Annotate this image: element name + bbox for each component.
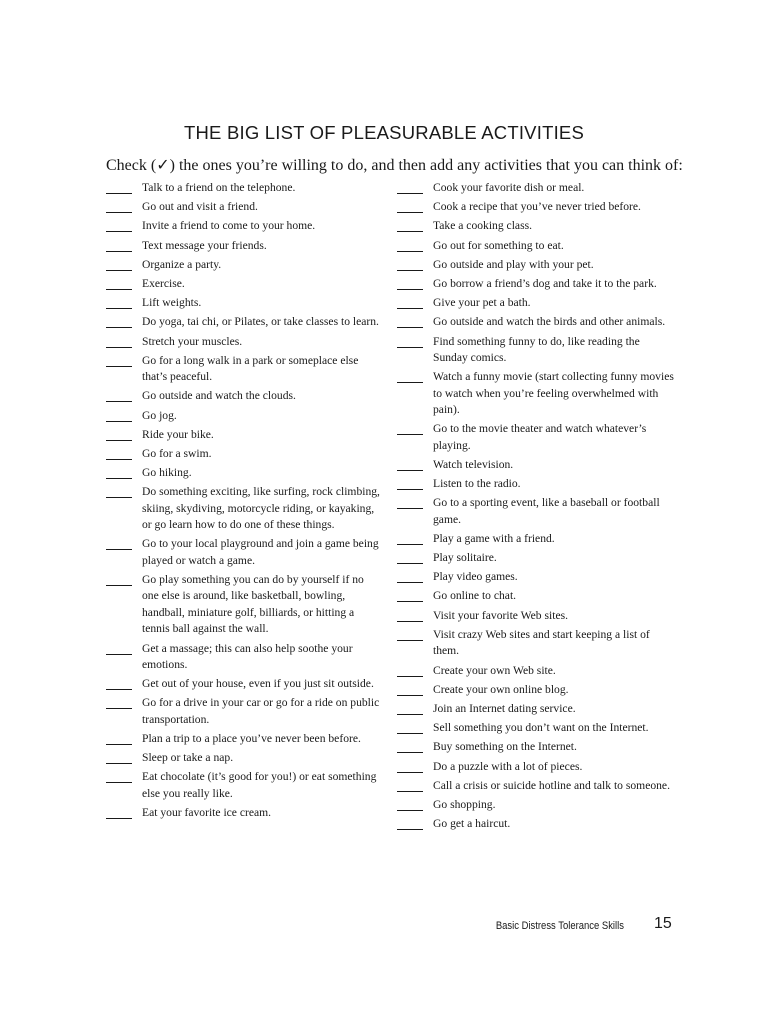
activity-item xyxy=(397,759,677,775)
activity-item xyxy=(106,465,382,481)
activity-text: Go borrow a friend’s dog and take it to the park. xyxy=(433,277,657,291)
activity-text: Listen to the radio. xyxy=(433,477,521,491)
activity-item xyxy=(106,199,382,215)
checkbox-blank-line[interactable] xyxy=(397,218,423,232)
checkbox-blank-line[interactable] xyxy=(106,238,132,252)
checkbox-blank-line[interactable] xyxy=(106,572,132,586)
activity-item xyxy=(397,334,677,367)
activity-item xyxy=(106,295,382,311)
checkbox-blank-line[interactable] xyxy=(106,695,132,709)
activity-text: Invite a friend to come to your home. xyxy=(142,219,316,233)
activity-text: Go get a haircut. xyxy=(433,817,511,831)
activity-item xyxy=(397,314,677,330)
activity-item xyxy=(397,588,677,604)
checkbox-blank-line[interactable] xyxy=(106,218,132,232)
checkbox-blank-line[interactable] xyxy=(106,484,132,498)
activity-text: Play a game with a friend. xyxy=(433,531,555,545)
activity-text: Go for a long walk in a park or someplace else that’s peaceful. xyxy=(142,353,359,384)
activity-text: Go shopping. xyxy=(433,797,496,811)
activity-text: Go out for something to eat. xyxy=(433,238,564,252)
activity-text: Go outside and play with your pet. xyxy=(433,257,594,271)
activity-item xyxy=(106,427,382,443)
checkbox-blank-line[interactable] xyxy=(106,334,132,348)
checkbox-blank-line[interactable] xyxy=(106,446,132,460)
activity-text: Call a crisis or suicide hotline and talk to someone. xyxy=(433,778,670,792)
activity-item xyxy=(106,276,382,292)
activity-item xyxy=(106,334,382,350)
activity-item xyxy=(397,569,677,585)
activity-item xyxy=(106,750,382,766)
activity-text: Go to a sporting event, like a baseball or football game. xyxy=(433,496,660,526)
activity-text: Sleep or take a nap. xyxy=(142,751,234,765)
checkbox-blank-line[interactable] xyxy=(397,797,423,811)
activity-text: Take a cooking class. xyxy=(433,219,532,233)
checkbox-blank-line[interactable] xyxy=(397,739,423,753)
checkbox-blank-line[interactable] xyxy=(106,199,132,213)
activity-text: Go play something you can do by yourself if no one else is around, like basketball, bowling, handball, miniature golf, billiards, or hitting a tennis ball against the wall. xyxy=(142,573,364,636)
checkbox-blank-line[interactable] xyxy=(106,805,132,819)
activity-item xyxy=(397,495,677,528)
activity-text: Go for a drive in your car or go for a ride on public transportation. xyxy=(142,696,380,726)
checkbox-blank-line[interactable] xyxy=(397,369,423,383)
checkbox-blank-line[interactable] xyxy=(397,778,423,792)
instruction-text: Check (✓) the ones you’re willing to do, and then add any activities that you can think of: xyxy=(106,157,683,174)
checkbox-blank-line[interactable] xyxy=(106,257,132,271)
activity-text: Plan a trip to a place you’ve never been before. xyxy=(142,731,361,745)
activity-text: Go jog. xyxy=(142,408,177,422)
checkbox-blank-line[interactable] xyxy=(106,388,132,402)
activity-item xyxy=(397,627,677,660)
activity-item xyxy=(397,180,677,196)
activity-item xyxy=(106,314,382,330)
activity-text: Do a puzzle with a lot of pieces. xyxy=(433,759,583,773)
checkbox-blank-line[interactable] xyxy=(397,816,423,830)
checkbox-blank-line[interactable] xyxy=(397,457,423,471)
checkbox-blank-line[interactable] xyxy=(397,627,423,641)
activity-item xyxy=(106,676,382,692)
checkbox-blank-line[interactable] xyxy=(106,408,132,422)
activity-item xyxy=(397,421,677,454)
right-activity-column xyxy=(397,180,677,835)
activity-item xyxy=(106,769,382,802)
checkbox-blank-line[interactable] xyxy=(397,180,423,194)
activity-text: Go for a swim. xyxy=(142,447,212,461)
activity-item xyxy=(106,731,382,747)
checkbox-blank-line[interactable] xyxy=(106,427,132,441)
activity-text: Visit crazy Web sites and start keeping a list of them. xyxy=(433,627,650,658)
activity-text: Buy something on the Internet. xyxy=(433,740,577,754)
activity-text: Cook a recipe that you’ve never tried before. xyxy=(433,200,641,214)
footer-section-title: Basic Distress Tolerance Skills xyxy=(495,920,624,932)
checkbox-blank-line[interactable] xyxy=(397,334,423,348)
activity-item xyxy=(397,550,677,566)
checkbox-blank-line[interactable] xyxy=(106,295,132,309)
activity-item xyxy=(397,797,677,813)
activity-text: Create your own online blog. xyxy=(433,682,569,696)
checkbox-blank-line[interactable] xyxy=(106,731,132,745)
activity-text: Go to the movie theater and watch whatever’s playing. xyxy=(433,422,647,452)
activity-item xyxy=(397,199,677,215)
activity-item xyxy=(397,682,677,698)
checkbox-blank-line[interactable] xyxy=(397,238,423,252)
activity-text: Go hiking. xyxy=(142,466,192,480)
activity-text: Stretch your muscles. xyxy=(142,334,243,348)
activity-item xyxy=(106,218,382,234)
checkbox-blank-line[interactable] xyxy=(397,276,423,290)
activity-text: Lift weights. xyxy=(142,296,202,310)
checkbox-blank-line[interactable] xyxy=(397,682,423,696)
activity-text: Exercise. xyxy=(142,277,185,291)
activity-text: Get out of your house, even if you just sit outside. xyxy=(142,677,374,691)
activity-item xyxy=(106,180,382,196)
activity-text: Eat your favorite ice cream. xyxy=(142,805,272,819)
checkbox-blank-line[interactable] xyxy=(397,663,423,677)
activity-item xyxy=(106,641,382,674)
activity-item xyxy=(397,531,677,547)
checkbox-blank-line[interactable] xyxy=(106,314,132,328)
left-activity-column xyxy=(106,180,382,824)
activity-item xyxy=(106,353,382,386)
activity-text: Watch a funny movie (start collecting funny movies to watch when you’re feeling overwhelmed with pain). xyxy=(433,370,674,417)
activity-item xyxy=(397,295,677,311)
checkbox-blank-line[interactable] xyxy=(106,353,132,367)
activity-item xyxy=(397,739,677,755)
activity-item xyxy=(106,536,382,569)
activity-item xyxy=(106,805,382,821)
checkbox-blank-line[interactable] xyxy=(397,476,423,490)
activity-text: Organize a party. xyxy=(142,257,222,271)
activity-text: Get a massage; this can also help soothe your emotions. xyxy=(142,641,353,671)
activity-text: Cook your favorite dish or meal. xyxy=(433,181,585,194)
activity-text: Find something funny to do, like reading the Sunday comics. xyxy=(433,334,640,365)
checkbox-blank-line[interactable] xyxy=(397,295,423,309)
checkbox-blank-line[interactable] xyxy=(397,588,423,602)
activity-item xyxy=(397,238,677,254)
activity-item xyxy=(106,572,382,638)
checkbox-blank-line[interactable] xyxy=(106,641,132,655)
checkbox-blank-line[interactable] xyxy=(397,759,423,773)
activity-text: Do yoga, tai chi, or Pilates, or take classes to learn. xyxy=(142,315,379,329)
activity-text: Visit your favorite Web sites. xyxy=(433,608,569,622)
activity-item xyxy=(106,446,382,462)
activity-text: Talk to a friend on the telephone. xyxy=(142,181,296,194)
activity-text: Go to your local playground and join a game being played or watch a game. xyxy=(142,537,379,567)
activity-item xyxy=(106,388,382,404)
checkbox-blank-line[interactable] xyxy=(397,720,423,734)
checkbox-blank-line[interactable] xyxy=(106,276,132,290)
activity-text: Join an Internet dating service. xyxy=(433,701,576,715)
activity-item xyxy=(397,257,677,273)
checkbox-blank-line[interactable] xyxy=(106,676,132,690)
checkbox-blank-line[interactable] xyxy=(397,531,423,545)
checkbox-blank-line[interactable] xyxy=(397,199,423,213)
activity-text: Sell something you don’t want on the Internet. xyxy=(433,721,649,735)
activity-item xyxy=(397,778,677,794)
checkbox-blank-line[interactable] xyxy=(106,180,132,194)
activity-item xyxy=(106,238,382,254)
activity-text: Go outside and watch the birds and other animals. xyxy=(433,315,666,329)
activity-text: Create your own Web site. xyxy=(433,663,556,677)
activity-item xyxy=(106,257,382,273)
activity-item xyxy=(397,476,677,492)
activity-item xyxy=(397,369,677,418)
page-title: THE BIG LIST OF PLEASURABLE ACTIVITIES xyxy=(184,122,584,143)
activity-text: Watch television. xyxy=(433,457,514,471)
activity-item xyxy=(106,408,382,424)
activity-text: Go online to chat. xyxy=(433,589,517,603)
checkbox-blank-line[interactable] xyxy=(106,769,132,783)
checkbox-blank-line[interactable] xyxy=(397,608,423,622)
checkbox-blank-line[interactable] xyxy=(397,550,423,564)
activity-text: Go out and visit a friend. xyxy=(142,200,258,214)
activity-text: Eat chocolate (it’s good for you!) or eat something else you really like. xyxy=(142,770,377,800)
checkbox-blank-line[interactable] xyxy=(106,465,132,479)
activity-item xyxy=(397,701,677,717)
activity-item xyxy=(397,816,677,832)
checkbox-blank-line[interactable] xyxy=(397,421,423,435)
checkbox-blank-line[interactable] xyxy=(106,750,132,764)
checkbox-blank-line[interactable] xyxy=(397,495,423,509)
activity-text: Play solitaire. xyxy=(433,551,497,565)
activity-item xyxy=(397,720,677,736)
checkbox-blank-line[interactable] xyxy=(397,314,423,328)
activity-text: Play video games. xyxy=(433,570,518,584)
activity-text: Text message your friends. xyxy=(142,238,267,252)
checkbox-blank-line[interactable] xyxy=(106,536,132,550)
activity-text: Ride your bike. xyxy=(142,427,214,441)
activity-item xyxy=(397,663,677,679)
activity-item xyxy=(397,276,677,292)
footer-page-number: 15 xyxy=(654,915,672,932)
checkbox-blank-line[interactable] xyxy=(397,569,423,583)
activity-item xyxy=(397,218,677,234)
activity-item xyxy=(397,608,677,624)
activity-item xyxy=(106,484,382,533)
activity-text: Give your pet a bath. xyxy=(433,296,531,310)
checkbox-blank-line[interactable] xyxy=(397,257,423,271)
checkbox-blank-line[interactable] xyxy=(397,701,423,715)
activity-text: Do something exciting, like surfing, rock climbing, skiing, skydiving, motorcycle riding, or kayaking, or go learn how to do one of these things. xyxy=(142,485,380,532)
activity-item xyxy=(397,457,677,473)
activity-item xyxy=(106,695,382,728)
activity-text: Go outside and watch the clouds. xyxy=(142,389,296,403)
